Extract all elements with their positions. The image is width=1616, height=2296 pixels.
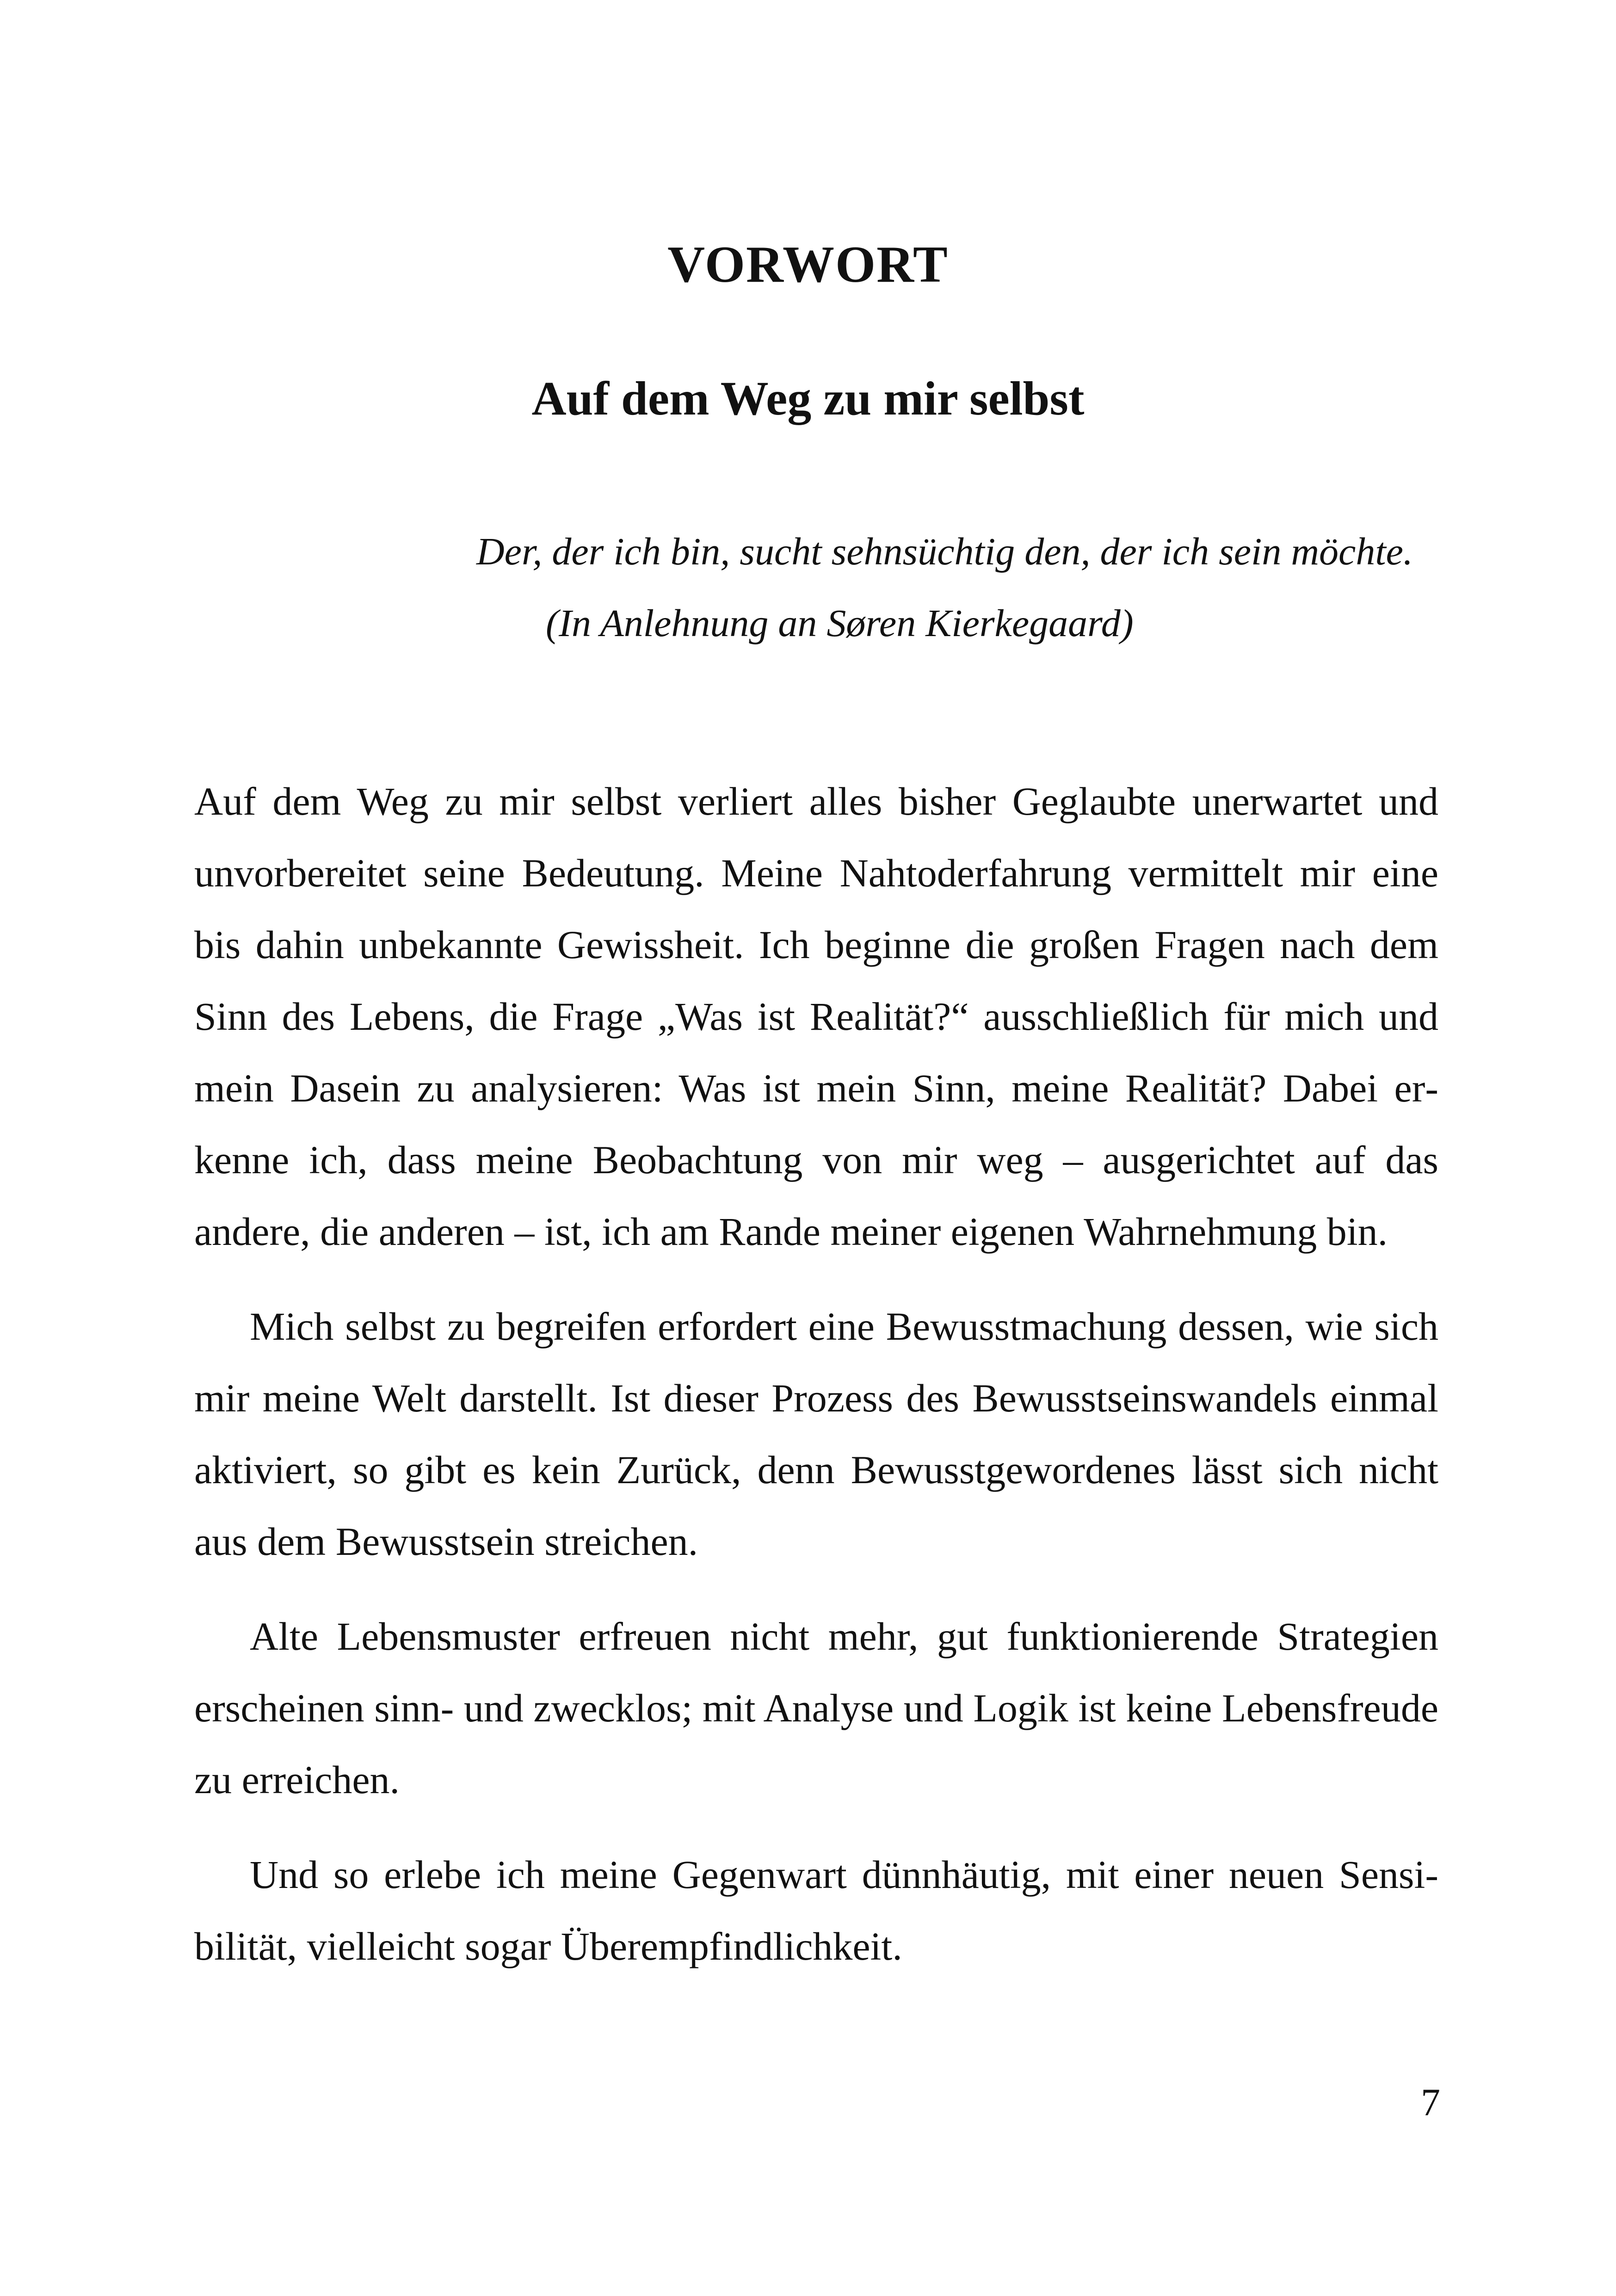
chapter-subtitle: Auf dem Weg zu mir selbst xyxy=(531,372,1085,425)
paragraph: Und so erlebe ich meine Gegenwart dünnhäutig, mit einer neuen Sensibilität, vielleicht sogar Überempfindlichkeit. xyxy=(194,1852,1438,1968)
epigraph-attribution: (In Anlehnung an Søren Kierkegaard) xyxy=(546,602,1134,645)
chapter-title: VORWORT xyxy=(667,236,949,293)
epigraph xyxy=(463,516,1413,659)
paragraph: Alte Lebensmuster erfreuen nicht mehr, gut funktionierende Strategien erscheinen sinn- und zwecklos; mit Analyse und Logik ist keine Lebensfreude zu erreichen. xyxy=(194,1614,1438,1802)
epigraph-quote: Der, der ich bin, sucht sehnsüchtig den, der ich sein möchte. xyxy=(476,530,1413,573)
paragraph: Mich selbst zu begreifen erfordert eine Bewusstmachung dessen, wie sich mir meine Welt darstellt. Ist dieser Prozess des Bewusstseinswandels einmal aktiviert, so gibt es kein Zurück, denn Bewusstgewordenes lässt sich nicht aus dem Bewusstsein streichen. xyxy=(194,1304,1438,1564)
paragraph: Auf dem Weg zu mir selbst verliert alles bisher Geglaubte unerwartet und unvorbereitet seine Bedeutung. Meine Nahtoderfahrung vermittelt mir eine bis dahin unbekannte Gewissheit. Ich beginne die großen Fragen nach dem Sinn des Lebens, die Frage „Was ist Realität?“ ausschließlich für mich und mein Dasein zu analysieren: Was ist mein Sinn, meine Realität? Dabei erkenne ich, dass meine Beobachtung von mir weg – ausgerichtet auf das andere, die anderen – ist, ich am Rande meiner eigenen Wahrnehmung bin. xyxy=(194,779,1438,1254)
body-text xyxy=(194,766,1438,2005)
page-number: 7 xyxy=(1421,2081,1440,2124)
